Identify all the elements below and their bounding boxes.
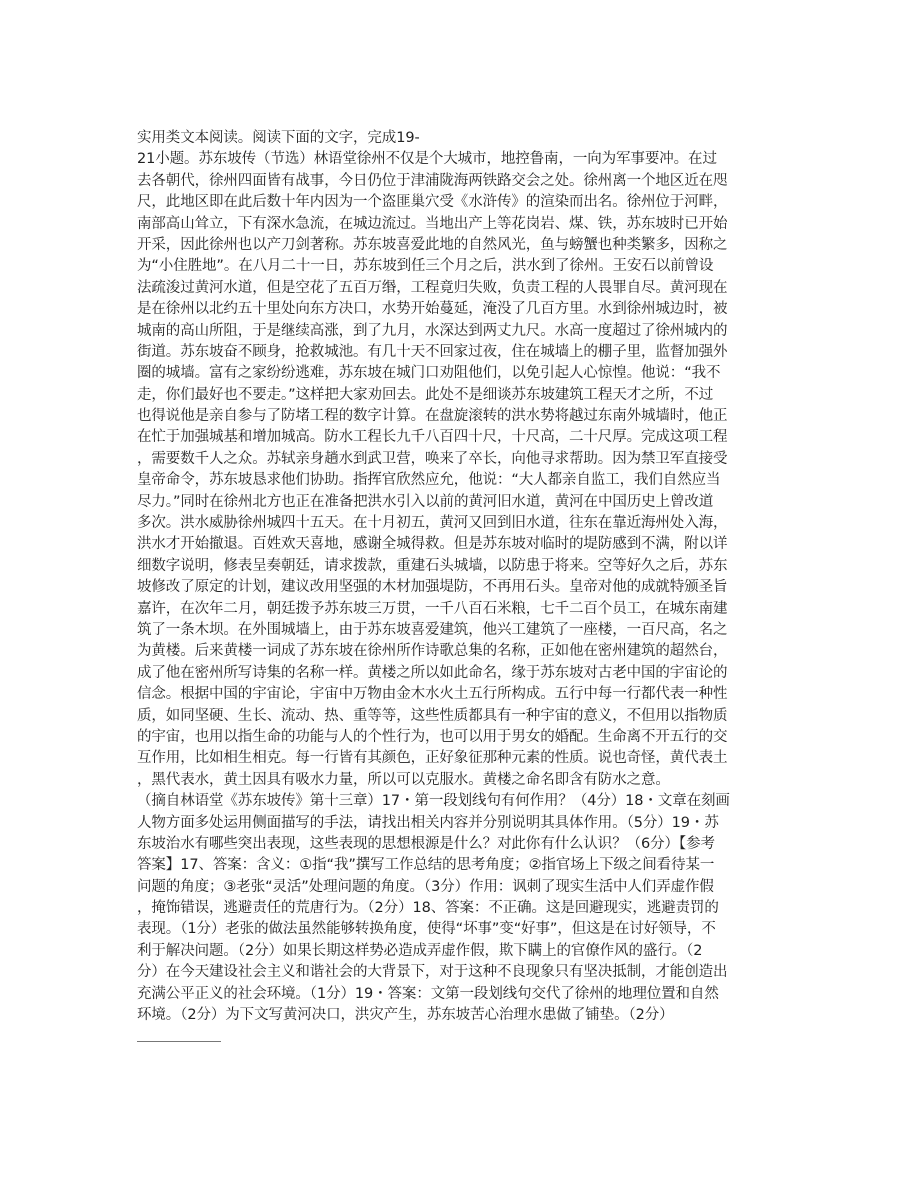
text-line: 环境。（2分）为下文写黄河决口，洪灾产生，苏东坡苦心治理水患做了铺垫。（2分） <box>137 1007 674 1024</box>
text-line: 坡修改了原定的计划，建议改用坚强的木材加强堤防，不再用石头。皇帝对他的成就特颁圣旨 <box>137 579 728 596</box>
text-line: 利于解决问题。（2分）如果长期这样势必造成弄虚作假，欺下瞒上的官僚作风的盛行。（2 <box>137 942 703 959</box>
text-line: 表现。（1分）老张的做法虽然能够转换角度，使得“坏事”变“好事”，但这是在讨好领导，不 <box>137 921 716 938</box>
text-line: 东坡治水有哪些突出表现，这些表现的思想根源是什么？对此你有什么认识？（6分）【参考 <box>137 835 715 852</box>
text-line: ，需要数千人之众。苏轼亲身趟水到武卫营，唤来了卒长，向他寻求帮助。因为禁卫军直接受 <box>137 450 728 467</box>
text-line: 实用类文本阅读。阅读下面的文字，完成19- <box>137 130 420 146</box>
text-line: 在忙于加强城基和增加城高。防水工程长九千八百四十尺，十尺高，二十尺厚。完成这项工程 <box>137 429 728 446</box>
text-line: 也得说他是亲自参与了防堵工程的数字计算。在盘旋滚转的洪水势将越过东南外城墙时，他正 <box>137 408 728 425</box>
text-line: 信念。根据中国的宇宙论，宇宙中万物由金木水火土五行所构成。五行中每一行都代表一种性 <box>137 686 728 703</box>
text-line: 充满公平正义的社会环境。（1分）19・答案：文第一段划线句交代了徐州的地理位置和自然 <box>137 985 719 1002</box>
text-line: 去各朝代，徐州四面皆有战事，今日仍位于津浦陇海两铁路交会之处。徐州离一个地区近在咫 <box>137 172 728 189</box>
text-line: 的宇宙，也用以指生命的功能与人的个性行为，也可以用于男女的婚配。生命离不开五行的交 <box>137 728 728 745</box>
text-line: 尺，此地区即在此后数十年内因为一个盗匪巢穴受《水浒传》的渲染而出名。徐州位于河畔， <box>137 194 728 211</box>
text-line: 21小题。苏东坡传（节选）林语堂徐州不仅是个大城市，地控鲁南，一向为军事要冲。在过 <box>137 151 717 168</box>
text-line: 是在徐州以北约五十里处向东方决口，水势开始蔓延，淹没了几百方里。水到徐州城边时，被 <box>137 301 728 318</box>
text-line: 走，你们最好也不要走。”这样把大家劝回去。此处不是细谈苏东坡建筑工程天才之所，不过 <box>137 386 714 403</box>
text-line: 分）在今天建设社会主义和谐社会的大背景下，对于这种不良现象只有坚决抵制，才能创造出 <box>137 964 728 981</box>
text-line: 圈的城墙。富有之家纷纷逃难，苏东坡在城门口劝阻他们，以免引起人心惊惶。他说：“我不 <box>137 365 721 382</box>
text-line: 筑了一条木坝。在外围城墙上，由于苏东坡喜爱建筑，他兴工建筑了一座楼，一百尺高，名之 <box>137 621 728 638</box>
text-line: 洪水才开始撤退。百姓欢天喜地，感谢全城得救。但是苏东坡对临时的堤防感到不满，附以详 <box>137 536 728 553</box>
text-line: 尽力。”同时在徐州北方也正在准备把洪水引入以前的黄河旧水道，黄河在中国历史上曾改道 <box>137 493 714 510</box>
text-line: 为“小住胜地”。在八月二十一日，苏东坡到任三个月之后，洪水到了徐州。王安石以前曾设 <box>137 258 714 275</box>
text-line: 细数字说明，修表呈奏朝廷，请求拨款，重建石头城墙，以防患于将来。空等好久之后，苏东 <box>137 557 728 574</box>
text-line: 城南的高山所阻，于是继续高涨，到了九月，水深达到两丈九尺。水高一度超过了徐州城内的 <box>137 322 728 339</box>
text-line: （摘自林语堂《苏东坡传》第十三章）17・第一段划线句有何作用？（4分）18・文章在刻画 <box>137 793 730 810</box>
text-line: 问题的角度；③老张“灵活”处理问题的角度。（3分）作用：讽刺了现实生活中人们弄虚作假 <box>137 878 714 895</box>
text-line: 嘉许，在次年二月，朝廷拨予苏东坡三万贯，一千八百石米粮，七千二百个员工，在城东南建 <box>137 600 728 617</box>
text-line: 皇帝命令，苏东坡恳求他们协助。指挥官欣然应允，他说：“大人都亲自监工，我们自然应当 <box>137 472 721 489</box>
text-line: 质，如同坚硬、生长、流动、热、重等等，这些性质都具有一种宇宙的意义，不但用以指物质 <box>137 707 728 724</box>
text-line: 为黄楼。后来黄楼一词成了苏东坡在徐州所作诗歌总集的名称，正如他在密州建筑的超然台， <box>137 643 728 660</box>
text-line: 开采，因此徐州也以产刀剑著称。苏东坡喜爱此地的自然风光，鱼与螃蟹也种类繁多，因称之 <box>137 236 728 253</box>
text-line: ，黑代表水，黄土因具有吸水力量，所以可以克服水。黄楼之命名即含有防水之意。 <box>137 771 670 788</box>
text-line: 互作用，比如相生相克。每一行皆有其颜色，正好象征那种元素的性质。说也奇怪，黄代表土 <box>137 750 728 767</box>
text-line: 多次。洪水威胁徐州城四十五天。在十月初五，黄河又回到旧水道，往东在靠近海州处入海， <box>137 515 728 532</box>
text-line: 答案】17、答案：含义：①指“我”撰写工作总结的思考角度；②指官场上下级之间看待某一 <box>137 857 715 874</box>
footnote-divider <box>137 1041 221 1042</box>
text-line: 法疏浚过黄河水道，但是空花了五百万缗，工程竟归失败，负责工程的人畏罪自尽。黄河现在 <box>137 279 728 296</box>
document-body <box>137 128 783 1026</box>
text-line: 人物方面多处运用侧面描写的手法，请找出相关内容并分别说明其具体作用。（5分）19・苏 <box>137 814 719 831</box>
text-line: 街道。苏东坡奋不顾身，抢救城池。有几十天不回家过夜，住在城墙上的棚子里，监督加强外 <box>137 343 728 360</box>
text-line: ，掩饰错误，逃避责任的荒唐行为。（2分）18、答案：不正确。这是回避现实，逃避责罚的 <box>137 900 719 917</box>
text-line: 南部高山耸立，下有深水急流，在城边流过。当地出产上等花岗岩、煤、铁，苏东坡时已开始 <box>137 215 728 232</box>
text-line: 成了他在密州所写诗集的名称一样。黄楼之所以如此命名，缘于苏东坡对古老中国的宇宙论的 <box>137 664 728 681</box>
